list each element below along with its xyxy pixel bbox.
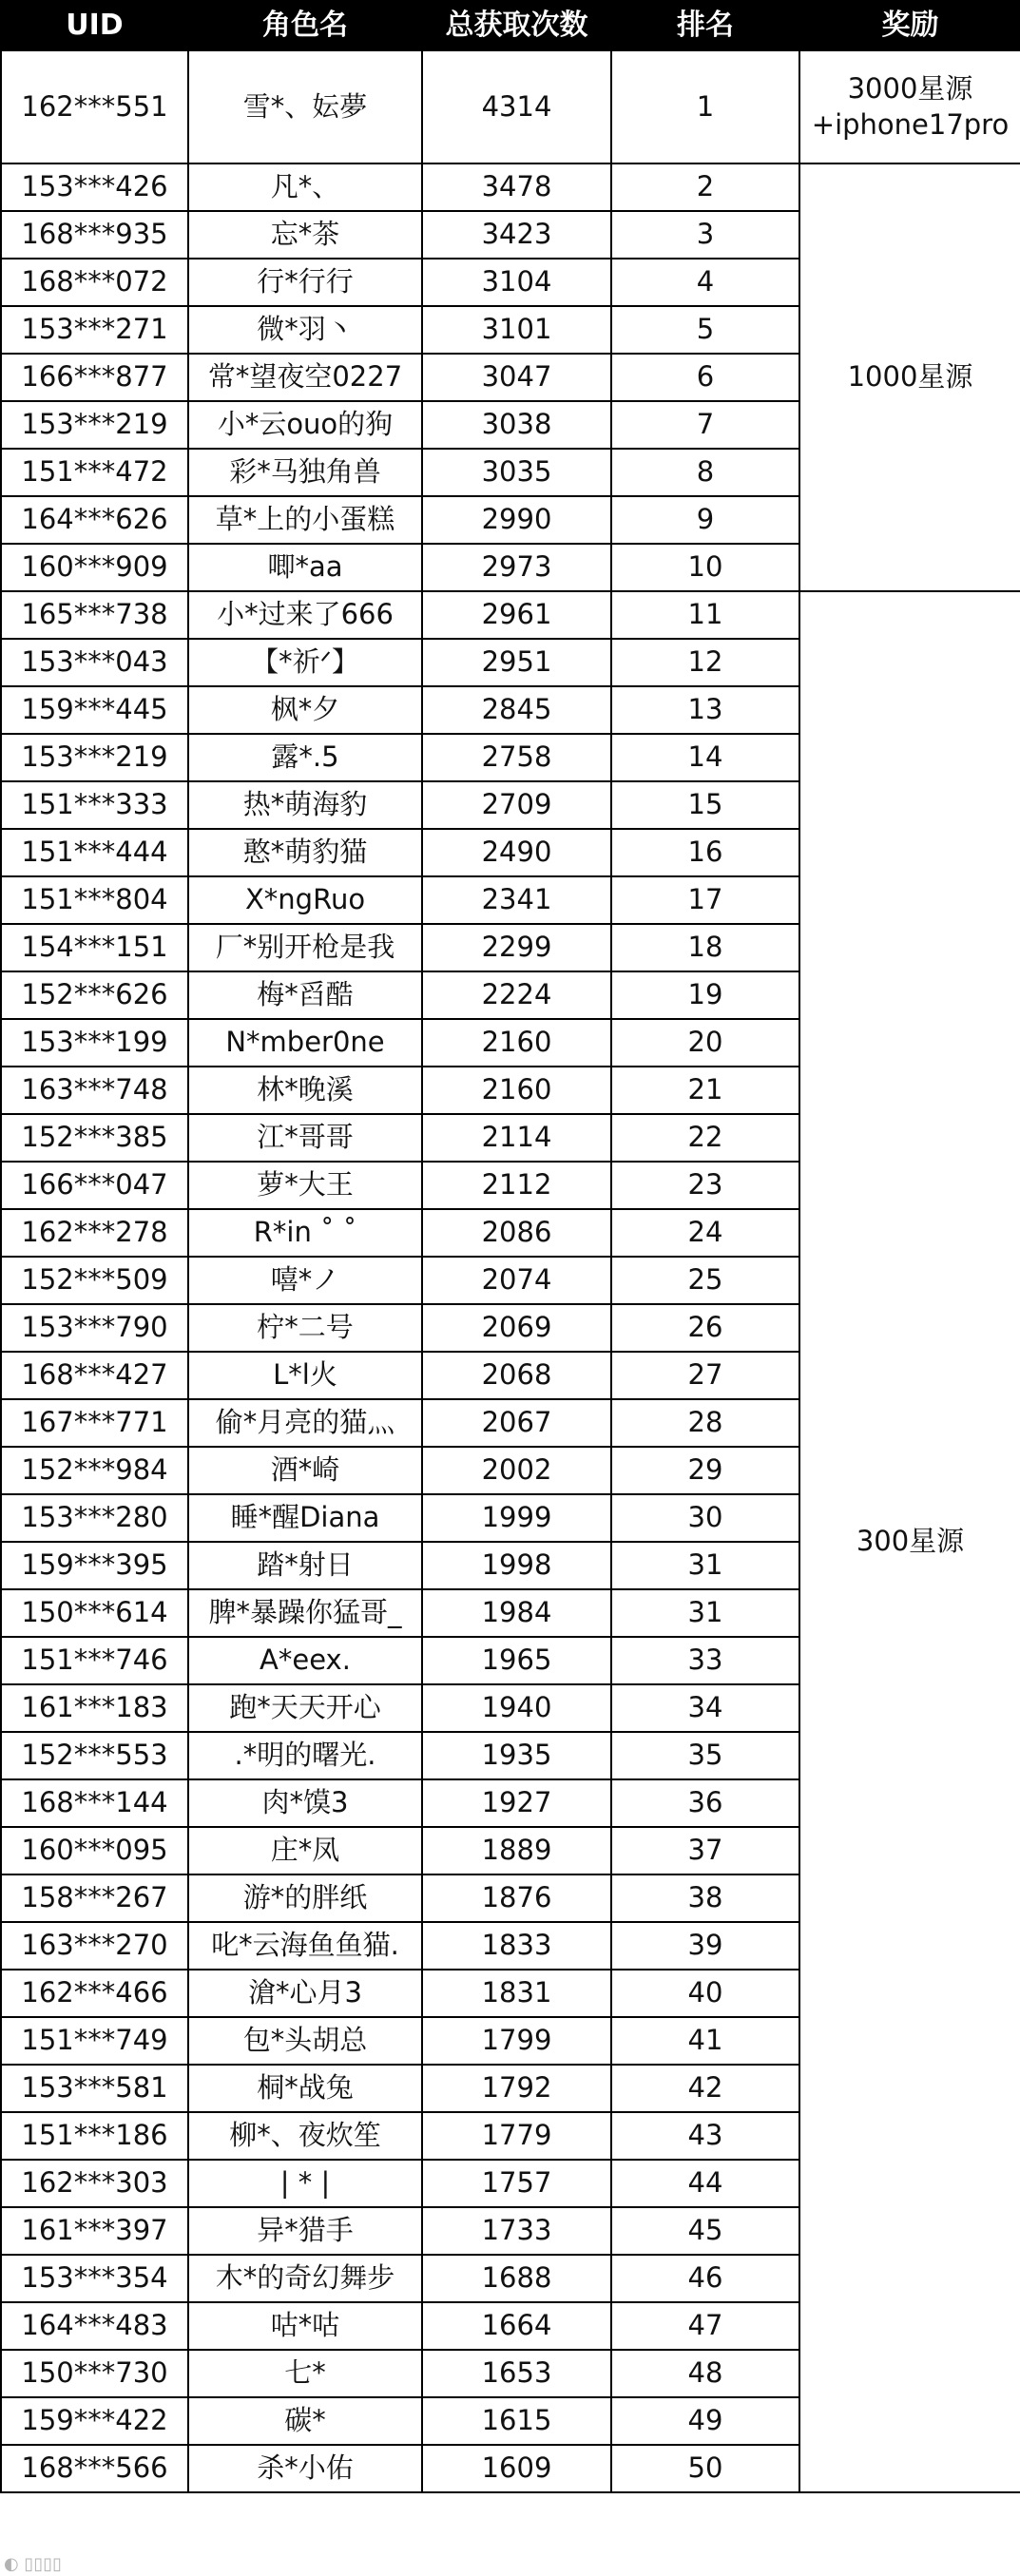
- cell-name: 桐*战兔: [188, 2065, 422, 2112]
- cell-uid: 152***509: [1, 1257, 188, 1304]
- cell-name: N*mber0ne: [188, 1019, 422, 1067]
- cell-rank: 36: [611, 1779, 799, 1827]
- header-reward: 奖励: [799, 1, 1020, 50]
- cell-name: 露*.5: [188, 734, 422, 781]
- cell-count: 1609: [422, 2445, 611, 2492]
- cell-count: 3035: [422, 449, 611, 496]
- cell-name: 酒*崎: [188, 1447, 422, 1494]
- cell-uid: 166***877: [1, 354, 188, 401]
- cell-uid: 168***144: [1, 1779, 188, 1827]
- cell-uid: 168***566: [1, 2445, 188, 2492]
- cell-rank: 42: [611, 2065, 799, 2112]
- cell-uid: 164***483: [1, 2302, 188, 2350]
- cell-rank: 25: [611, 1257, 799, 1304]
- cell-rank: 31: [611, 1589, 799, 1637]
- cell-uid: 162***303: [1, 2160, 188, 2207]
- cell-rank: 26: [611, 1304, 799, 1352]
- cell-rank: 44: [611, 2160, 799, 2207]
- cell-uid: 151***186: [1, 2112, 188, 2160]
- cell-name: 行*行行: [188, 259, 422, 306]
- cell-count: 1664: [422, 2302, 611, 2350]
- cell-name: 柠*二号: [188, 1304, 422, 1352]
- cell-name: 肉*馍3: [188, 1779, 422, 1827]
- cell-uid: 153***790: [1, 1304, 188, 1352]
- watermark-logo: ◐ ▯▯▯▯: [4, 2554, 63, 2574]
- cell-rank: 1: [611, 50, 799, 163]
- cell-name: 雪*、妘夢: [188, 50, 422, 163]
- cell-uid: 162***278: [1, 1209, 188, 1257]
- cell-count: 1615: [422, 2397, 611, 2445]
- cell-name: 偷*月亮的猫灬: [188, 1399, 422, 1447]
- cell-uid: 159***445: [1, 686, 188, 734]
- cell-count: 3478: [422, 163, 611, 211]
- cell-uid: 167***771: [1, 1399, 188, 1447]
- cell-count: 1998: [422, 1542, 611, 1589]
- cell-rank: 39: [611, 1922, 799, 1970]
- cell-rank: 31: [611, 1542, 799, 1589]
- cell-count: 2709: [422, 781, 611, 829]
- cell-uid: 159***422: [1, 2397, 188, 2445]
- cell-uid: 162***466: [1, 1970, 188, 2017]
- cell-rank: 50: [611, 2445, 799, 2492]
- cell-uid: 163***748: [1, 1067, 188, 1114]
- cell-count: 3423: [422, 211, 611, 259]
- cell-name: 草*上的小蛋糕: [188, 496, 422, 544]
- cell-count: 1757: [422, 2160, 611, 2207]
- cell-uid: 160***095: [1, 1827, 188, 1874]
- cell-name: 憨*萌豹猫: [188, 829, 422, 876]
- cell-name: 游*的胖纸: [188, 1874, 422, 1922]
- cell-uid: 152***626: [1, 971, 188, 1019]
- cell-rank: 41: [611, 2017, 799, 2065]
- cell-uid: 152***984: [1, 1447, 188, 1494]
- cell-rank: 3: [611, 211, 799, 259]
- cell-rank: 43: [611, 2112, 799, 2160]
- cell-name: 跑*天天开心: [188, 1684, 422, 1732]
- cell-rank: 45: [611, 2207, 799, 2255]
- cell-uid: 161***183: [1, 1684, 188, 1732]
- cell-count: 1935: [422, 1732, 611, 1779]
- cell-uid: 153***271: [1, 306, 188, 354]
- cell-uid: 150***614: [1, 1589, 188, 1637]
- cell-rank: 14: [611, 734, 799, 781]
- cell-name: 小*过来了666: [188, 591, 422, 639]
- cell-uid: 152***553: [1, 1732, 188, 1779]
- cell-uid: 152***385: [1, 1114, 188, 1162]
- cell-name: L*l火: [188, 1352, 422, 1399]
- cell-uid: 153***219: [1, 401, 188, 449]
- cell-name: 七*: [188, 2350, 422, 2397]
- cell-rank: 48: [611, 2350, 799, 2397]
- cell-uid: 163***270: [1, 1922, 188, 1970]
- cell-rank: 38: [611, 1874, 799, 1922]
- cell-rank: 10: [611, 544, 799, 591]
- cell-count: 4314: [422, 50, 611, 163]
- cell-uid: 153***280: [1, 1494, 188, 1542]
- header-count: 总获取次数: [422, 1, 611, 50]
- cell-uid: 168***427: [1, 1352, 188, 1399]
- cell-rank: 30: [611, 1494, 799, 1542]
- cell-name: 江*哥哥: [188, 1114, 422, 1162]
- cell-name: 微*羽丶: [188, 306, 422, 354]
- cell-rank: 2: [611, 163, 799, 211]
- cell-uid: 162***551: [1, 50, 188, 163]
- cell-name: 咕*咕: [188, 2302, 422, 2350]
- cell-count: 2112: [422, 1162, 611, 1209]
- cell-rank: 16: [611, 829, 799, 876]
- cell-uid: 153***043: [1, 639, 188, 686]
- cell-rank: 35: [611, 1732, 799, 1779]
- cell-rank: 7: [611, 401, 799, 449]
- cell-name: A*eex.: [188, 1637, 422, 1684]
- cell-uid: 154***151: [1, 924, 188, 971]
- table-row: [1, 50, 1020, 163]
- cell-uid: 153***354: [1, 2255, 188, 2302]
- cell-count: 2114: [422, 1114, 611, 1162]
- cell-count: 2490: [422, 829, 611, 876]
- cell-count: 2069: [422, 1304, 611, 1352]
- cell-count: 1653: [422, 2350, 611, 2397]
- cell-count: 3047: [422, 354, 611, 401]
- cell-uid: 164***626: [1, 496, 188, 544]
- cell-name: 忘*茶: [188, 211, 422, 259]
- cell-count: 1833: [422, 1922, 611, 1970]
- cell-count: 2160: [422, 1067, 611, 1114]
- cell-count: 2341: [422, 876, 611, 924]
- cell-name: 睡*醒Diana: [188, 1494, 422, 1542]
- cell-count: 2961: [422, 591, 611, 639]
- header-uid: UID: [1, 1, 188, 50]
- cell-uid: 166***047: [1, 1162, 188, 1209]
- cell-rank: 6: [611, 354, 799, 401]
- cell-name: 庄*凤: [188, 1827, 422, 1874]
- cell-uid: 151***444: [1, 829, 188, 876]
- table-row: [1, 591, 1020, 639]
- cell-rank: 23: [611, 1162, 799, 1209]
- cell-uid: 153***581: [1, 2065, 188, 2112]
- header-rank: 排名: [611, 1, 799, 50]
- cell-name: 嘻*ノ: [188, 1257, 422, 1304]
- cell-count: 2002: [422, 1447, 611, 1494]
- cell-uid: 158***267: [1, 1874, 188, 1922]
- cell-count: 2074: [422, 1257, 611, 1304]
- cell-count: 1831: [422, 1970, 611, 2017]
- cell-count: 1927: [422, 1779, 611, 1827]
- cell-rank: 8: [611, 449, 799, 496]
- cell-name: 枫*夕: [188, 686, 422, 734]
- cell-count: 1688: [422, 2255, 611, 2302]
- cell-name: 柳*、夜炊笙: [188, 2112, 422, 2160]
- cell-count: 3104: [422, 259, 611, 306]
- cell-count: 2067: [422, 1399, 611, 1447]
- cell-rank: 13: [611, 686, 799, 734]
- reward-tier1: 3000星源 +iphone17pro: [799, 50, 1020, 163]
- cell-rank: 5: [611, 306, 799, 354]
- cell-uid: 153***199: [1, 1019, 188, 1067]
- cell-count: 2224: [422, 971, 611, 1019]
- cell-rank: 49: [611, 2397, 799, 2445]
- cell-name: 杀*小佑: [188, 2445, 422, 2492]
- cell-uid: 151***804: [1, 876, 188, 924]
- cell-count: 1799: [422, 2017, 611, 2065]
- cell-rank: 33: [611, 1637, 799, 1684]
- cell-uid: 151***746: [1, 1637, 188, 1684]
- cell-name: 常*望夜空0227: [188, 354, 422, 401]
- cell-name: | * |: [188, 2160, 422, 2207]
- cell-name: 【*祈ᐟ】: [188, 639, 422, 686]
- cell-rank: 46: [611, 2255, 799, 2302]
- cell-rank: 27: [611, 1352, 799, 1399]
- cell-name: 唧*aa: [188, 544, 422, 591]
- cell-name: 萝*大王: [188, 1162, 422, 1209]
- cell-count: 1984: [422, 1589, 611, 1637]
- cell-count: 3101: [422, 306, 611, 354]
- cell-name: 包*头胡总: [188, 2017, 422, 2065]
- cell-rank: 24: [611, 1209, 799, 1257]
- cell-name: 碳*: [188, 2397, 422, 2445]
- cell-rank: 28: [611, 1399, 799, 1447]
- cell-uid: 153***219: [1, 734, 188, 781]
- table-row: [1, 163, 1020, 211]
- cell-name: X*ngRuo: [188, 876, 422, 924]
- cell-rank: 21: [611, 1067, 799, 1114]
- cell-count: 2845: [422, 686, 611, 734]
- cell-count: 2990: [422, 496, 611, 544]
- cell-uid: 151***472: [1, 449, 188, 496]
- cell-rank: 12: [611, 639, 799, 686]
- cell-rank: 29: [611, 1447, 799, 1494]
- cell-rank: 22: [611, 1114, 799, 1162]
- cell-name: 林*晚溪: [188, 1067, 422, 1114]
- cell-count: 2973: [422, 544, 611, 591]
- cell-rank: 37: [611, 1827, 799, 1874]
- cell-uid: 151***749: [1, 2017, 188, 2065]
- cell-uid: 161***397: [1, 2207, 188, 2255]
- cell-name: 热*萌海豹: [188, 781, 422, 829]
- cell-count: 1999: [422, 1494, 611, 1542]
- cell-count: 3038: [422, 401, 611, 449]
- cell-uid: 168***935: [1, 211, 188, 259]
- cell-count: 1889: [422, 1827, 611, 1874]
- cell-count: 2086: [422, 1209, 611, 1257]
- cell-name: 脾*暴躁你猛哥_: [188, 1589, 422, 1637]
- header-name: 角色名: [188, 1, 422, 50]
- cell-rank: 4: [611, 259, 799, 306]
- cell-name: 彩*马独角兽: [188, 449, 422, 496]
- table-body: [1, 50, 1020, 2492]
- cell-count: 1876: [422, 1874, 611, 1922]
- cell-rank: 18: [611, 924, 799, 971]
- cell-name: 梅*舀酷: [188, 971, 422, 1019]
- cell-count: 1779: [422, 2112, 611, 2160]
- cell-name: .*明的曙光.: [188, 1732, 422, 1779]
- cell-count: 2951: [422, 639, 611, 686]
- cell-count: 1940: [422, 1684, 611, 1732]
- cell-rank: 20: [611, 1019, 799, 1067]
- cell-count: 1965: [422, 1637, 611, 1684]
- cell-name: R*in ˚ ˚: [188, 1209, 422, 1257]
- cell-uid: 168***072: [1, 259, 188, 306]
- cell-rank: 9: [611, 496, 799, 544]
- cell-count: 2299: [422, 924, 611, 971]
- cell-count: 2758: [422, 734, 611, 781]
- cell-uid: 153***426: [1, 163, 188, 211]
- header-row: [1, 1, 1020, 50]
- cell-name: 厂*别开枪是我: [188, 924, 422, 971]
- cell-rank: 11: [611, 591, 799, 639]
- cell-rank: 40: [611, 1970, 799, 2017]
- cell-name: 木*的奇幻舞步: [188, 2255, 422, 2302]
- cell-name: 踏*射日: [188, 1542, 422, 1589]
- cell-uid: 150***730: [1, 2350, 188, 2397]
- cell-name: 叱*云海鱼鱼猫.: [188, 1922, 422, 1970]
- cell-rank: 17: [611, 876, 799, 924]
- cell-rank: 19: [611, 971, 799, 1019]
- reward-tier2: 1000星源: [799, 163, 1020, 591]
- cell-rank: 47: [611, 2302, 799, 2350]
- reward-tier3: 300星源: [799, 591, 1020, 2492]
- cell-count: 1733: [422, 2207, 611, 2255]
- cell-name: 小*云ouo的狗: [188, 401, 422, 449]
- cell-name: 滄*心月3: [188, 1970, 422, 2017]
- cell-name: 凡*、: [188, 163, 422, 211]
- cell-count: 1792: [422, 2065, 611, 2112]
- cell-uid: 165***738: [1, 591, 188, 639]
- cell-rank: 34: [611, 1684, 799, 1732]
- cell-uid: 151***333: [1, 781, 188, 829]
- cell-count: 2068: [422, 1352, 611, 1399]
- cell-count: 2160: [422, 1019, 611, 1067]
- cell-uid: 160***909: [1, 544, 188, 591]
- cell-name: 异*猎手: [188, 2207, 422, 2255]
- cell-rank: 15: [611, 781, 799, 829]
- cell-uid: 159***395: [1, 1542, 188, 1589]
